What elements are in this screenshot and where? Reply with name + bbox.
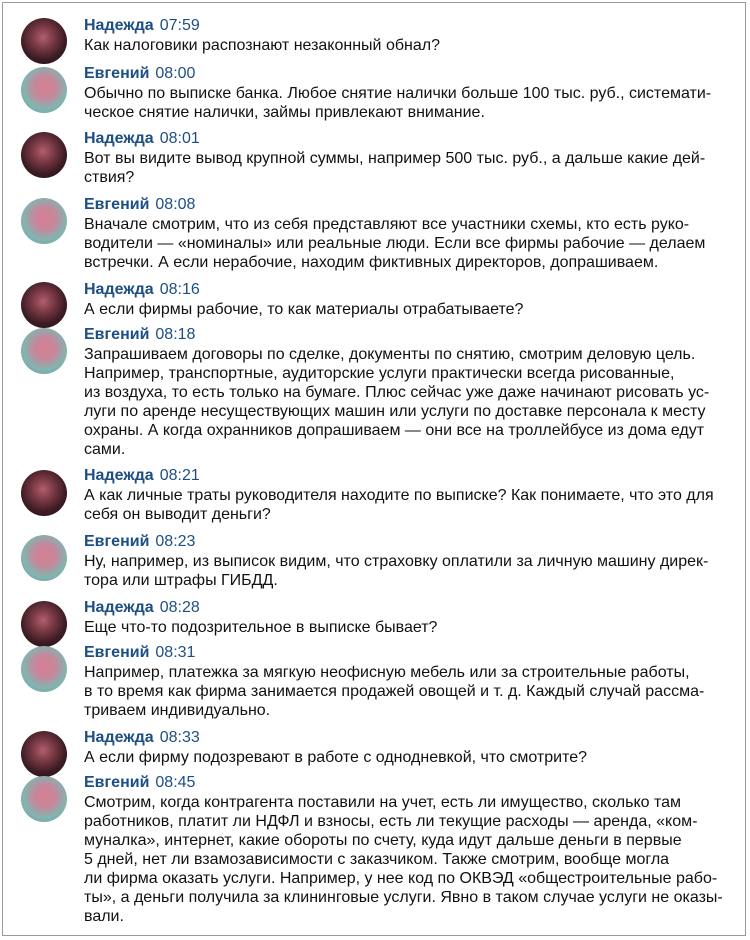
timestamp: 08:23 [155, 533, 196, 550]
message-line: А если фирму подозревают в работе с однодневкой, что смотрите? [84, 749, 588, 766]
timestamp: 08:21 [159, 467, 200, 484]
timestamp: 08:31 [155, 644, 196, 661]
message-text [84, 486, 724, 524]
message-line: Вот вы видите вывод крупной суммы, например 500 тыс. руб., а дальше какие дей- [84, 150, 706, 167]
message-line: луги по аренде несуществующих машин или услуги по доставке персонала к месту [84, 403, 706, 420]
message-line: себя он выводит деньги? [84, 506, 271, 523]
message-line: Например, платежка за мягкую неофисную мебель или за строительные работы, [84, 664, 690, 681]
avatar [21, 601, 67, 647]
avatar [21, 132, 67, 178]
avatar [21, 67, 67, 113]
message-line: вали. [84, 908, 124, 925]
message-line: Еще что-то подозрительное в выписке бывает? [84, 619, 438, 636]
author-name: Надежда [84, 467, 154, 484]
author-name: Евгений [84, 533, 150, 550]
avatar [21, 646, 67, 692]
timestamp: 08:00 [155, 65, 196, 82]
avatar [21, 470, 67, 516]
message-line: Например, транспортные, аудиторские услуги практически всегда рисованные, [84, 365, 675, 382]
avatar [21, 18, 67, 64]
timestamp: 08:28 [159, 599, 200, 616]
message-line: Запрашиваем договоры по сделке, документы по снятию, смотрим деловую цель. [84, 346, 696, 363]
message-text [84, 149, 724, 187]
avatar [21, 198, 67, 244]
message-line: водители — «номиналы» или реальные люди. Если все фирмы рабочие — делаем [84, 235, 706, 252]
author-name: Евгений [84, 326, 150, 343]
message-line: Ну, например, из выписок видим, что страховку оплатили за личную машину дирек- [84, 553, 709, 570]
message-line: Смотрим, когда контрагента поставили на учет, есть ли имущество, сколько там [84, 794, 682, 811]
message-line: встречки. А если нерабочие, находим фиктивных директоров, допрашиваем. [84, 254, 659, 271]
timestamp: 07:59 [159, 17, 200, 34]
chat-log [2, 2, 746, 936]
timestamp: 08:33 [159, 729, 200, 746]
author-name: Надежда [84, 729, 154, 746]
message-line: муналка», интернет, какие обороты по счету, куда идут дальше деньги в первые [84, 832, 682, 849]
message-line: 5 дней, нет ли взамозависимости с заказчиком. Также смотрим, вообще могла [84, 851, 670, 868]
message-text [84, 84, 724, 122]
message-line: охраны. А когда охранников допрашиваем — они все на троллейбусе из дома едут [84, 422, 705, 439]
message-line: сами. [84, 441, 126, 458]
message-line: работников, платит ли НДФЛ и взносы, есть ли текущие расходы — аренда, «ком- [84, 813, 698, 830]
timestamp: 08:01 [159, 130, 200, 147]
author-name: Надежда [84, 599, 154, 616]
avatar [21, 731, 67, 777]
avatar [21, 535, 67, 581]
author-name: Надежда [84, 17, 154, 34]
timestamp: 08:18 [155, 326, 196, 343]
message-text [84, 215, 724, 272]
message-text [84, 345, 724, 459]
message-text [84, 663, 724, 720]
message-text [84, 618, 724, 637]
message-line: тора или штрафы ГИБДД. [84, 572, 278, 589]
message-line: ли фирма оказать услуги. Например, у нее код по ОКВЭД «общестроительные рабо- [84, 870, 718, 887]
message-line: ствия? [84, 169, 135, 186]
avatar [21, 282, 67, 328]
timestamp: 08:08 [155, 196, 196, 213]
message-line: ческое снятие налички, займы привлекают внимание. [84, 104, 485, 121]
message-text [84, 552, 724, 590]
timestamp: 08:45 [155, 774, 196, 791]
author-name: Евгений [84, 196, 150, 213]
timestamp: 08:16 [159, 281, 200, 298]
author-name: Надежда [84, 281, 154, 298]
message-line: в то время как фирма занимается продажей овощей и т. д. Каждый случай рассма- [84, 683, 705, 700]
message-line: Обычно по выписке банка. Любое снятие налички больше 100 тыс. руб., системати- [84, 85, 712, 102]
message-text [84, 748, 724, 767]
message-line: А если фирмы рабочие, то как материалы отрабатываете? [84, 301, 524, 318]
message-line: триваем индивидуально. [84, 702, 271, 719]
message-line: Как налоговики распознают незаконный обнал? [84, 37, 440, 54]
message-line: из воздуха, то есть только на бумаге. Плюс сейчас уже даже начинают рисовать ус- [84, 384, 710, 401]
avatar [21, 776, 67, 822]
author-name: Евгений [84, 65, 150, 82]
avatar [21, 328, 67, 374]
message-line: А как личные траты руководителя находите по выписке? Как понимаете, что это для [84, 487, 714, 504]
message-line: ты», а деньги получила за клининговые услуги. Явно в таком случае услуги не оказы- [84, 889, 723, 906]
author-name: Надежда [84, 130, 154, 147]
message-text [84, 36, 724, 55]
author-name: Евгений [84, 774, 150, 791]
message-line: Вначале смотрим, что из себя представляют все участники схемы, кто есть руко- [84, 216, 690, 233]
author-name: Евгений [84, 644, 150, 661]
message-text [84, 793, 724, 926]
message-text [84, 300, 724, 319]
